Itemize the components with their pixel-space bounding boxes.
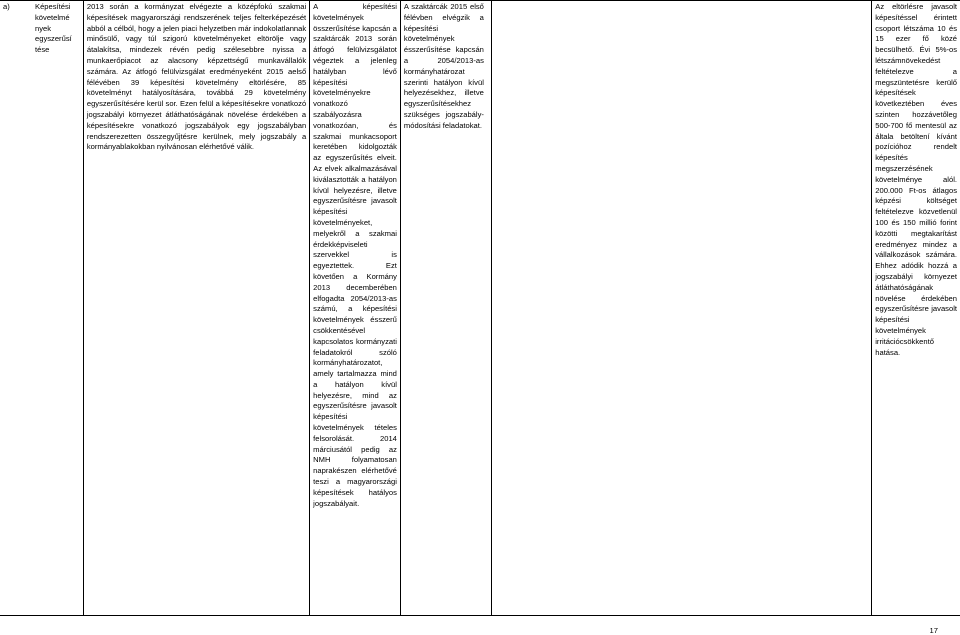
criterion-line: nyek — [35, 23, 52, 33]
criterion-line: Képesítési — [35, 2, 71, 11]
criterion-label — [35, 2, 80, 56]
criterion-line: tése — [35, 45, 50, 55]
criterion-cell — [0, 1, 83, 616]
measures-cell — [310, 1, 401, 616]
criterion-line: követelmé — [35, 12, 70, 22]
criterion-line: egyszerűsí — [35, 34, 72, 44]
impact-text: Az eltörlésre javasolt képesítéssel érintett csoport létszáma 10 és 15 ezer fő közé becsülhető. Évi 5%-os létszámnövekedést feltételezve a megszüntetésre kerülő képesítések következtében éves szinten hozzávetőleg 500-700 fő mentesül az általa betöltení kívánt pozícióhoz rendelt képesítés megszerzésének követelménye alól. 200.000 Ft-os átlagos képzési költséget feltételezve közvetlenül 100 és 150 millió forint közötti megtakarítást eredményez mindez a vállalkozások számára. Ehhez adódik hozzá a jogszabályi környezet átláthatóságának növelése érdekében egyszerűsítésre javasolt képesítési követelmények irritációcsökkentő hatása. — [875, 2, 957, 357]
measures-text: A képesítési követelmények összerűsítése kapcsán a szaktárcák 2013 során átfogó felülvizsgálatot végeztek a jelenleg hatályban lévő képesítési követelményekre vonatkozó szabályozásra vonatkozóan, és szakmai munkacsoport keretében kidolgozták az egyszerűsítés elveit. Az elvek alkalmazásával kiválasztották a hatályon kívül helyezésre, illetve egyszerűsítésre javasolt képesítési követelményeket, melyekről a szakmai érdekképviseleti szervekkel is egyeztettek. Ezt követően a Kormány 2013 decemberében elfogadta 2054/2013-as számú, a képesítési követelmények ésszerű csökkentésével kapcsolatos kormányzati feladatokról szóló kormányhatározatot, amely tartalmazza mind a hatályon kívül helyezésre, mind az egyszerűsítésre javasolt képesítési követelmények tételes felsorolását. 2014 márciusától pedig az NMH folyamatosan naprakészen elérhetővé teszi a magyarországi képesítések hatályos jogszabályait. — [313, 2, 397, 508]
impact-cell — [872, 1, 960, 616]
timeline-cell — [400, 1, 491, 616]
situation-text: 2013 során a kormányzat elvégezte a középfokú szakmai képesítések magyarországi rendszerének teljes felterképezését abból a célból, hogy a jelen piaci helyzetben már indokolatlannak minősülő, vagy túl szigorú követelményeket eltörölje vagy átalakítsa, mindezek révén pedig szélesebbre nyissa a munkaerőpiacot az alacsony képzettségű munkavállalók számára. Az átfogó felülvizsgálat eredményeként 2015 aelső félévében 39 képesítési követelmény eltörlésére, 85 követelményt hatályosítására, továbbá 29 követelmény egyszerűsítésére kerül sor. Ezen felül a képesítésekre vonatkozó jogszabályi környezet átláthatóságának növelése érdekében a képesítésekre vonatkozó jogszabályok egy jogszabályban rendszerezetten összegyűjtésre kerülnek, mely jogszabály a kormányablakokban nyilvánosan elérhetővé válik. — [86, 2, 307, 152]
table-row — [0, 1, 960, 616]
page-number: 17 — [929, 626, 938, 635]
timeline-text: A szaktárcák 2015 első félévben elvégzik a képesítési követelmények ésszerűsítése kapcsán a 2054/2013-as kormányhatározat szerinti hatályon kívül helyezésekhez, illetve egyszerűsítésekhez szükséges jogszabály-módosítási feladatokat. — [403, 2, 484, 130]
situation-cell — [83, 1, 309, 616]
empty-cell — [491, 1, 871, 616]
row-letter: a) — [3, 2, 10, 11]
